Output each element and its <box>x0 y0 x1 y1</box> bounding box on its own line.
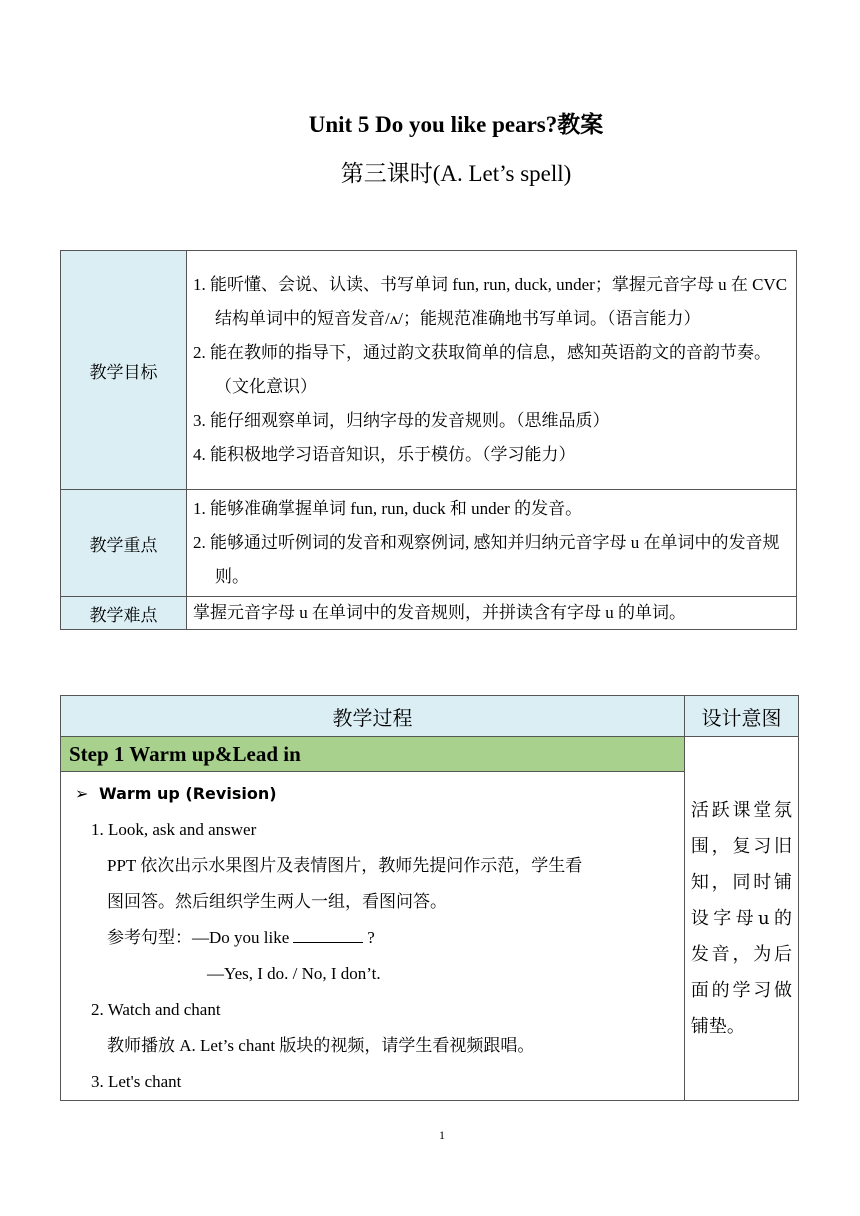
design-intent: 活跃课堂氛围，复习旧知，同时铺设字母u的发音，为后面的学习做铺垫。 <box>684 737 798 1101</box>
paragraph: 教师播放 A. Let’s chant 版块的视频，请学生看视频跟唱。 <box>107 1036 535 1055</box>
list-item: 4. 能积极地学习语音知识，乐于模仿。（学习能力） <box>193 445 576 464</box>
list-item: 2. 能够通过听例词的发音和观察例词, 感知并归纳元音字母 u 在单词中的发音规则。 <box>193 533 780 586</box>
list-item: 1. 能听懂、会说、认读、书写单词 fun, run, duck, under；掌握元音字母 u 在 CVC 结构单词中的短音发音/ʌ/；能规范准确地书写单词。（语言能力） <box>193 275 788 328</box>
row-label-difficulties: 教学难点 <box>61 597 187 630</box>
table-row <box>61 597 797 630</box>
column-header-intent: 设计意图 <box>684 696 798 737</box>
table-row <box>61 696 799 737</box>
table-row <box>61 737 799 772</box>
list-item: 1. Look, ask and answer <box>91 820 257 839</box>
bullet-warm-up <box>69 776 678 812</box>
process-table <box>60 695 799 1101</box>
list-item: 3. Let's chant <box>91 1072 182 1091</box>
reference-sentence <box>69 920 678 956</box>
difficulties-content: 掌握元音字母 u 在单词中的发音规则，并拼读含有字母 u 的单词。 <box>187 597 797 630</box>
fill-blank <box>293 924 363 943</box>
page-number: 1 <box>439 1128 445 1142</box>
reference-answer: —Yes, I do. / No, I don’t. <box>207 964 381 983</box>
process-body <box>61 772 685 1101</box>
objectives-table <box>60 250 797 630</box>
arrow-bullet-icon: ➢ <box>75 784 89 803</box>
column-header-process: 教学过程 <box>61 696 685 737</box>
key-points-content <box>187 490 797 597</box>
paragraph: 图回答。然后组织学生两人一组，看图问答。 <box>107 892 447 911</box>
table-row <box>61 251 797 490</box>
list-item: 2. 能在教师的指导下，通过韵文获取简单的信息，感知英语韵文的音韵节奏。（文化意识） <box>193 343 771 396</box>
list-item: 2. Watch and chant <box>91 1000 221 1019</box>
objectives-content <box>187 251 797 490</box>
bullet-label: Warm up (Revision) <box>99 784 277 803</box>
table-row <box>61 490 797 597</box>
document-title: Unit 5 Do you like pears?教案 <box>308 112 604 137</box>
reference-question: 参考句型：—Do you like <box>107 928 290 947</box>
question-mark: ? <box>367 928 375 947</box>
list-item: 1. 能够准确掌握单词 fun, run, duck 和 under 的发音。 <box>193 499 583 518</box>
paragraph: PPT 依次出示水果图片及表情图片，教师先提问作示范，学生看 <box>107 856 583 875</box>
document-subtitle: 第三课时(A. Let’s spell) <box>340 161 572 186</box>
row-label-objectives: 教学目标 <box>61 251 187 490</box>
list-item: 3. 能仔细观察单词，归纳字母的发音规则。（思维品质） <box>193 411 610 430</box>
row-label-key-points: 教学重点 <box>61 490 187 597</box>
step-title: Step 1 Warm up&Lead in <box>61 737 685 772</box>
